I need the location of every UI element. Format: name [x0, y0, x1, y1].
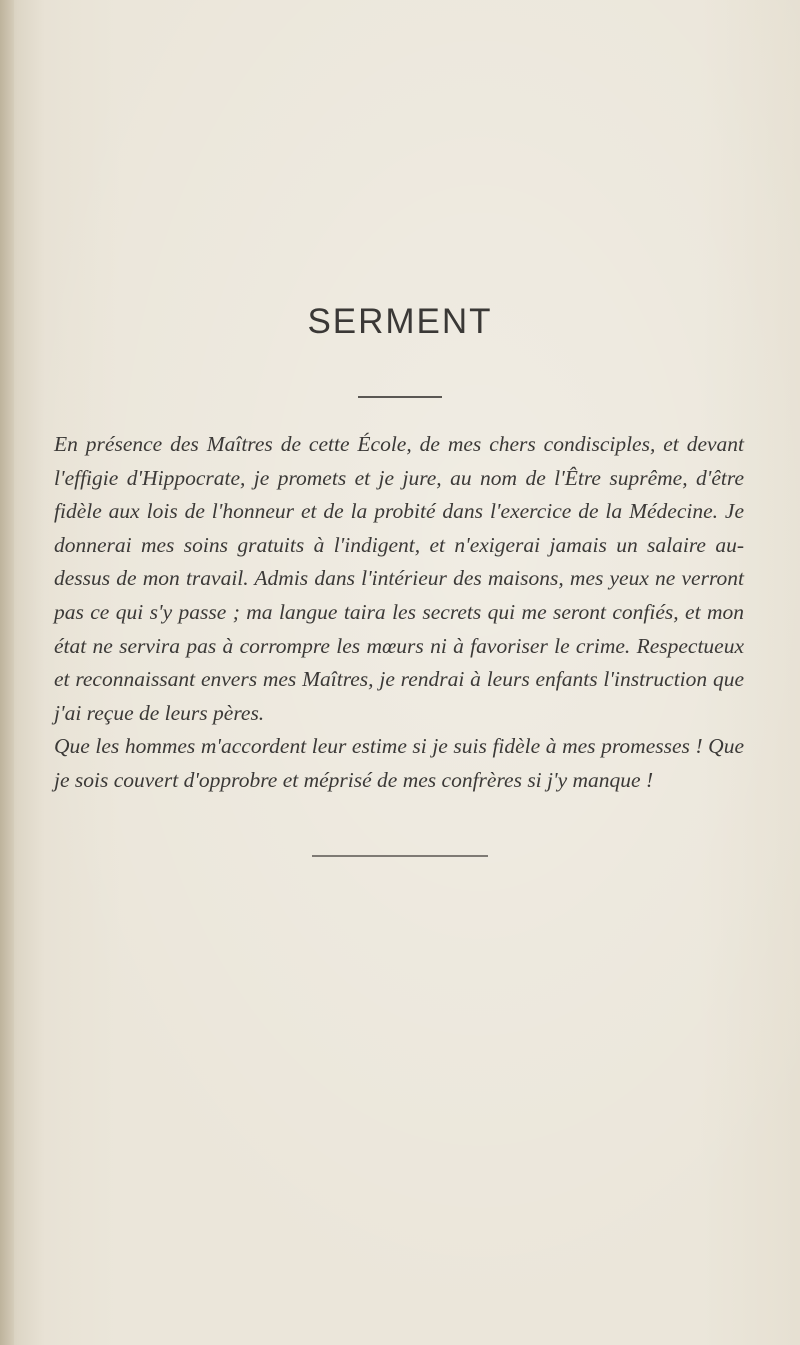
- oath-paragraph-1: En présence des Maîtres de cette École, de mes chers condisciples, et devant l'effigie d'Hippocrate, je promets et je jure, au nom de l'Être suprême, d'être fidèle aux lois de l'honneur et de la probité dans l'exercice de la Médecine. Je donnerai mes soins gratuits à l'indigent, et n'exigerai jamais un salaire au-dessus de mon travail. Admis dans l'intérieur des maisons, mes yeux ne verront pas ce qui s'y passe ; ma langue taira les secrets qui me seront confiés, et mon état ne servira pas à corrompre les mœurs ni à favoriser le crime. Respectueux et reconnaissant envers mes Maîtres, je rendrai à leurs enfants l'instruction que j'ai reçue de leurs pères.: [54, 432, 744, 725]
- closing-divider: [312, 855, 488, 857]
- title-divider: [358, 396, 442, 398]
- oath-text: [54, 428, 744, 798]
- page-title: SERMENT: [307, 302, 493, 341]
- oath-paragraph-2: Que les hommes m'accordent leur estime si je suis fidèle à mes promesses ! Que je sois couvert d'opprobre et méprisé de mes confrères si j'y manque !: [54, 734, 744, 792]
- page-edge-shadow: [0, 0, 14, 1345]
